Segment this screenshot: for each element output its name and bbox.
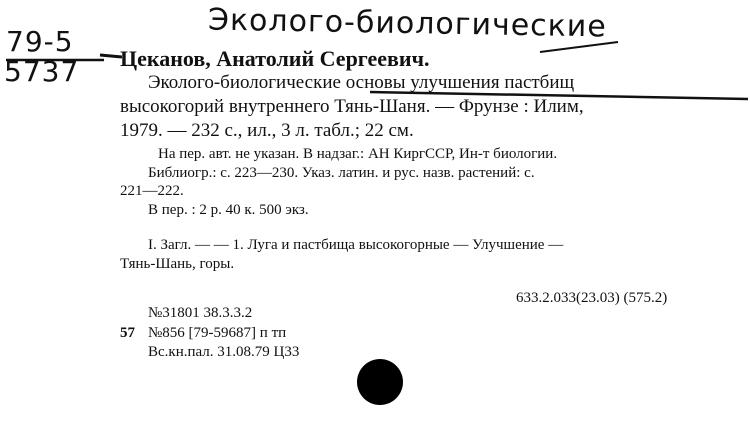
call-number-dash <box>100 55 122 57</box>
classification-index: 633.2.033(23.03) (575.2) <box>516 290 668 306</box>
handwritten-call-number-top: 79-5 <box>6 25 74 58</box>
subjects-line-1: I. Загл. — — 1. Луга и пастбища высокогорные — Улучшение — <box>148 237 564 253</box>
handwritten-heading: Эколого-биологические <box>207 2 608 45</box>
author-heading: Цеканов, Анатолий Сергеевич. <box>120 46 430 71</box>
title-underline <box>370 92 748 99</box>
subjects-line-2: Тянь-Шань, горы. <box>120 256 235 272</box>
tracking-prefix: 57 <box>120 325 135 341</box>
punch-hole <box>357 359 403 405</box>
title-line-2: высокогорий внутреннего Тянь-Шаня. — Фрунзе : Илим, <box>120 96 584 117</box>
tracking-line-3: Вс.кн.пал. 31.08.79 Ц33 <box>148 344 300 360</box>
title-line-1: Эколого-биологические основы улучшения пастбищ <box>148 72 575 93</box>
tracking-line-2: №856 [79-59687] п тп <box>148 325 287 341</box>
title-line-3: 1979. — 232 с., ил., 3 л. табл.; 22 см. <box>120 120 414 141</box>
heading-underline <box>540 42 618 52</box>
note-line-3: 221—222. <box>120 183 184 199</box>
tracking-line-1: №31801 38.3.3.2 <box>148 305 253 321</box>
note-line-4: В пер. : 2 р. 40 к. 500 экз. <box>148 202 309 218</box>
handwritten-call-number-bottom: 5737 <box>4 55 80 88</box>
note-line-1: На пер. авт. не указан. В надзаг.: АН КиргССР, Ин-т биологии. <box>158 146 558 162</box>
note-line-2: Библиогр.: с. 223—230. Указ. латин. и рус. назв. растений: с. <box>148 165 535 181</box>
